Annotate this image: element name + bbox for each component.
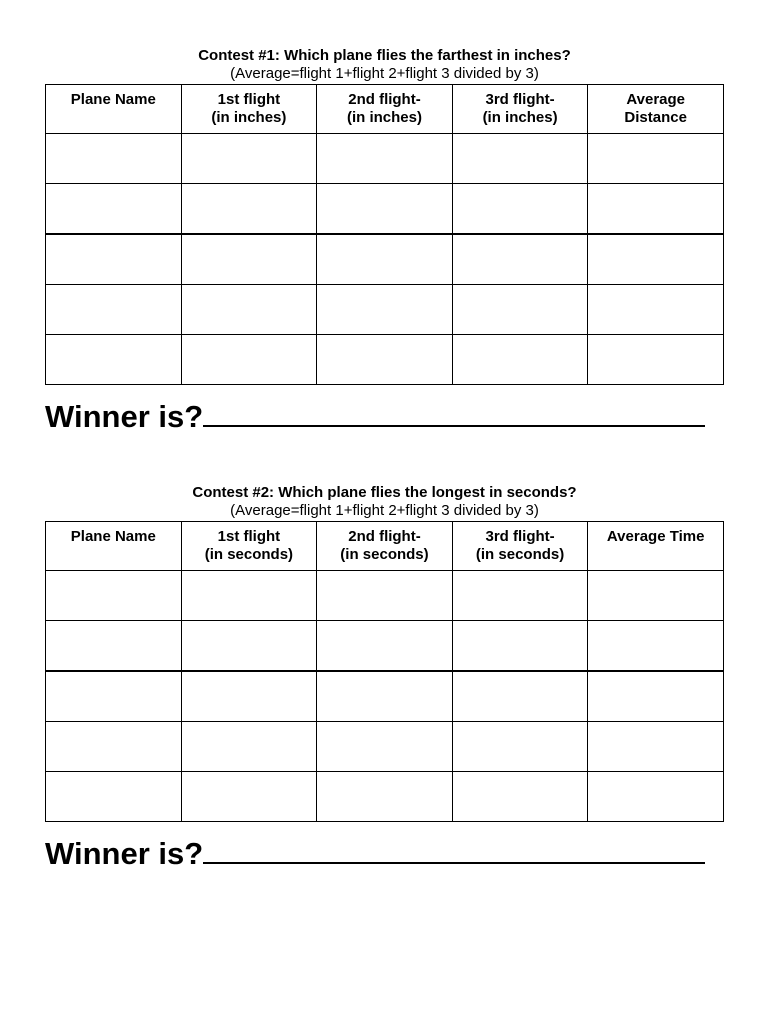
table-row bbox=[46, 335, 724, 385]
header-first-flight bbox=[181, 522, 317, 571]
header-second-flight bbox=[317, 85, 453, 134]
table-cell[interactable] bbox=[46, 234, 182, 285]
table-cell[interactable] bbox=[46, 285, 182, 335]
header-line: 3rd flight- bbox=[485, 91, 555, 108]
header-line: (in seconds) bbox=[340, 546, 429, 563]
header-plane-name bbox=[46, 522, 182, 571]
contest-2-title: Contest #2: Which plane flies the longest in seconds? bbox=[192, 484, 577, 501]
table-cell[interactable] bbox=[181, 234, 317, 285]
header-line: (in inches) bbox=[346, 109, 422, 126]
table-cell[interactable] bbox=[588, 722, 724, 772]
winner-blank-line[interactable] bbox=[203, 836, 705, 864]
table-cell[interactable] bbox=[46, 571, 182, 621]
table-cell[interactable] bbox=[588, 671, 724, 722]
winner-label: Winner is? bbox=[45, 399, 204, 434]
table-cell[interactable] bbox=[317, 234, 453, 285]
table-cell[interactable] bbox=[181, 184, 317, 235]
table-cell[interactable] bbox=[588, 571, 724, 621]
contest-1-winner bbox=[45, 399, 724, 437]
contest-2-formula: (Average=flight 1+flight 2+flight 3 divided by 3) bbox=[230, 502, 539, 519]
table-cell[interactable] bbox=[588, 234, 724, 285]
header-line: Average bbox=[626, 91, 686, 108]
header-line: 2nd flight- bbox=[348, 91, 421, 108]
table-cell[interactable] bbox=[452, 184, 588, 235]
header-average-distance bbox=[588, 85, 724, 134]
header-line: (in inches) bbox=[482, 109, 558, 126]
table-cell[interactable] bbox=[452, 621, 588, 672]
winner-label: Winner is? bbox=[45, 836, 204, 871]
header-line: Distance bbox=[624, 109, 687, 126]
table-cell[interactable] bbox=[317, 722, 453, 772]
table-row bbox=[46, 722, 724, 772]
table-cell[interactable] bbox=[46, 621, 182, 672]
header-line: 2nd flight- bbox=[348, 528, 421, 545]
table-row bbox=[46, 285, 724, 335]
table-cell[interactable] bbox=[317, 772, 453, 822]
table-cell[interactable] bbox=[452, 134, 588, 184]
table-cell[interactable] bbox=[181, 571, 317, 621]
contest-2-table bbox=[45, 521, 724, 822]
contest-1-title: Contest #1: Which plane flies the farthest in inches? bbox=[198, 47, 571, 64]
header-line: Plane Name bbox=[70, 528, 156, 545]
table-header-row bbox=[46, 522, 724, 571]
header-line: (in inches) bbox=[211, 109, 287, 126]
table-cell[interactable] bbox=[317, 571, 453, 621]
header-line: (in seconds) bbox=[204, 546, 294, 563]
table-cell[interactable] bbox=[181, 134, 317, 184]
table-cell[interactable] bbox=[46, 184, 182, 235]
table-row bbox=[46, 671, 724, 722]
table-cell[interactable] bbox=[317, 184, 453, 235]
winner-blank-line[interactable] bbox=[203, 399, 705, 427]
table-cell[interactable] bbox=[181, 621, 317, 672]
table-cell[interactable] bbox=[452, 335, 588, 385]
table-row bbox=[46, 184, 724, 235]
table-cell[interactable] bbox=[588, 184, 724, 235]
table-cell[interactable] bbox=[317, 134, 453, 184]
table-cell[interactable] bbox=[46, 722, 182, 772]
header-line: 1st flight bbox=[217, 528, 281, 545]
table-cell[interactable] bbox=[452, 285, 588, 335]
contest-1-table bbox=[45, 84, 724, 385]
table-cell[interactable] bbox=[181, 285, 317, 335]
header-line: (in seconds) bbox=[475, 546, 565, 563]
table-cell[interactable] bbox=[46, 335, 182, 385]
table-cell[interactable] bbox=[588, 621, 724, 672]
header-line: 3rd flight- bbox=[485, 528, 555, 545]
table-cell[interactable] bbox=[588, 335, 724, 385]
table-cell[interactable] bbox=[588, 285, 724, 335]
table-cell[interactable] bbox=[181, 335, 317, 385]
table-row bbox=[46, 234, 724, 285]
table-cell[interactable] bbox=[181, 671, 317, 722]
table-cell[interactable] bbox=[452, 772, 588, 822]
header-line: Average Time bbox=[606, 528, 705, 545]
contest-1-section bbox=[45, 47, 724, 437]
table-cell[interactable] bbox=[181, 772, 317, 822]
table-cell[interactable] bbox=[452, 234, 588, 285]
table-cell[interactable] bbox=[317, 285, 453, 335]
table-cell[interactable] bbox=[588, 772, 724, 822]
header-first-flight bbox=[181, 85, 317, 134]
table-cell[interactable] bbox=[46, 772, 182, 822]
contest-1-formula: (Average=flight 1+flight 2+flight 3 divided by 3) bbox=[230, 65, 539, 82]
table-row bbox=[46, 571, 724, 621]
table-cell[interactable] bbox=[452, 671, 588, 722]
table-cell[interactable] bbox=[588, 134, 724, 184]
header-third-flight bbox=[452, 522, 588, 571]
table-header-row bbox=[46, 85, 724, 134]
header-average-time bbox=[588, 522, 724, 571]
table-row bbox=[46, 134, 724, 184]
header-line: Plane Name bbox=[70, 91, 156, 108]
table-cell[interactable] bbox=[452, 722, 588, 772]
table-cell[interactable] bbox=[317, 621, 453, 672]
header-line: 1st flight bbox=[217, 91, 281, 108]
header-second-flight bbox=[317, 522, 453, 571]
contest-2-section bbox=[45, 484, 724, 874]
table-cell[interactable] bbox=[46, 134, 182, 184]
table-cell[interactable] bbox=[46, 671, 182, 722]
table-cell[interactable] bbox=[317, 671, 453, 722]
table-row bbox=[46, 621, 724, 672]
header-plane-name bbox=[46, 85, 182, 134]
table-row bbox=[46, 772, 724, 822]
header-third-flight bbox=[452, 85, 588, 134]
table-cell[interactable] bbox=[452, 571, 588, 621]
table-cell[interactable] bbox=[181, 722, 317, 772]
table-cell[interactable] bbox=[317, 335, 453, 385]
contest-2-winner bbox=[45, 836, 724, 874]
